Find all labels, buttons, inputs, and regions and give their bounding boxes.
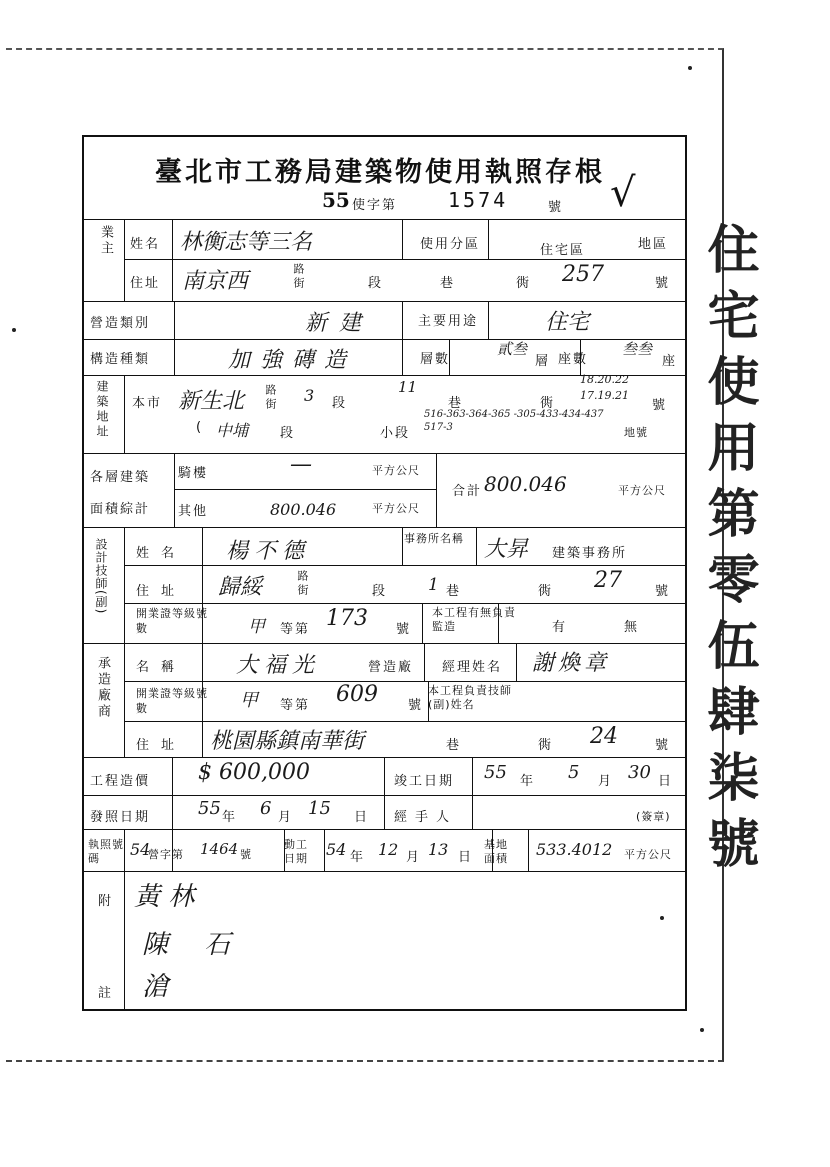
site-number-value: 18.20.22 17.19.21 <box>580 373 629 402</box>
issue-day: 15 <box>308 798 331 819</box>
site-road-value: 新生北 <box>178 389 245 414</box>
floors-value: 貳叁 <box>497 340 528 358</box>
contractor-license-grade: 甲 <box>240 690 258 711</box>
notes-line-2: 陳 石 <box>142 930 245 960</box>
site-xiang-label: 巷 <box>448 396 464 411</box>
owner-name-label: 姓名 <box>130 237 161 252</box>
permit-year: 55 <box>322 188 350 212</box>
office-label: 事務所名稱 <box>404 532 464 545</box>
contractor-license-suffix: 號 <box>408 698 424 713</box>
architect-license-suffix: 號 <box>396 622 412 637</box>
other-label: 其他 <box>178 504 209 519</box>
notes-label-2: 註 <box>98 986 114 1001</box>
buildings-suffix: 座 <box>662 354 678 369</box>
contractor-number-value: 24 <box>590 724 618 749</box>
site-area-unit: 平方公尺 <box>624 848 672 861</box>
arcade-label: 騎樓 <box>178 466 209 481</box>
engineer-label: 本工程負責技師(副)姓名 <box>428 684 512 711</box>
contractor-xiang-label: 巷 <box>446 738 462 753</box>
area-section-label-2: 面積綜計 <box>90 502 151 517</box>
contractor-name-label: 名稱 <box>136 660 187 675</box>
contractor-section-label: 承造廠商 <box>95 656 110 720</box>
arcade-value: — <box>290 452 312 477</box>
floors-suffix: 層 <box>535 354 551 369</box>
owner-section-label: 業主 <box>98 225 113 257</box>
handler-label: 經手人 <box>394 810 458 825</box>
completion-day: 30 <box>628 762 651 783</box>
issue-month: 6 <box>260 798 272 819</box>
site-lot-label: 地號 <box>624 426 648 439</box>
other-value: 800.046 <box>270 500 337 519</box>
completion-month-label: 月 <box>598 774 614 789</box>
manager-value: 謝煥章 <box>532 651 611 676</box>
site-duan-label: 段 <box>332 396 348 411</box>
site-area-value: 533.4012 <box>536 840 613 859</box>
architect-name-label: 姓名 <box>136 546 187 561</box>
notes-line-3: 滄 <box>142 972 169 1002</box>
issue-label: 發照日期 <box>90 810 151 825</box>
contractor-name-value: 大福光 <box>236 653 321 678</box>
start-year: 54 <box>326 840 347 859</box>
supervisor-label: 本工程有無負責監造 <box>432 606 516 633</box>
contractor-hao-label: 號 <box>655 738 671 753</box>
issue-year-label: 年 <box>222 810 238 825</box>
owner-xiang-label: 巷 <box>440 276 456 291</box>
main-use-label: 主要用途 <box>418 314 479 329</box>
site-lots-value: 516-363-364-365 -305-433-434-437 517-3 <box>424 409 604 433</box>
site-district-duan: 段 <box>280 426 296 441</box>
site-district-paren: ( <box>196 420 204 435</box>
completion-day-label: 日 <box>658 774 674 789</box>
prior-permit-suffix: 號 <box>240 848 252 861</box>
floors-label: 層數 <box>420 352 451 367</box>
supervisor-have: 有 <box>552 620 568 635</box>
site-district-value: 中埔 <box>216 421 249 440</box>
contractor-jie-label: 衖 <box>538 738 554 753</box>
prior-permit-year: 54 <box>130 840 151 859</box>
site-xiang-value: 11 <box>398 378 418 396</box>
owner-address-label: 住址 <box>130 276 161 291</box>
manager-label: 經理姓名 <box>442 660 503 675</box>
start-month: 12 <box>378 840 399 859</box>
architect-number-value: 27 <box>594 568 622 593</box>
architect-hao-label: 號 <box>655 584 671 599</box>
start-label: 動工日期 <box>284 838 308 865</box>
issue-month-label: 月 <box>278 810 294 825</box>
permit-number: 1574 <box>448 188 509 212</box>
architect-license-grade: 甲 <box>248 617 265 637</box>
zone-suffix: 地區 <box>638 237 669 252</box>
cost-value: $ 600,000 <box>198 760 310 785</box>
prior-permit-number: 1464 <box>200 840 239 858</box>
buildings-value: 叁叁 <box>622 340 653 358</box>
check-mark-icon: √ <box>610 170 636 216</box>
total-value: 800.046 <box>484 472 567 496</box>
site-duan-value: 3 <box>304 386 315 405</box>
office-value: 大昇 <box>484 537 529 562</box>
architect-jie-label: 衖 <box>538 584 554 599</box>
other-unit: 平方公尺 <box>372 502 420 515</box>
issue-year: 55 <box>198 798 221 819</box>
contractor-license-label: 開業證等級號數 <box>136 687 208 715</box>
site-subsection-label: 小段 <box>380 426 411 441</box>
completion-label: 竣工日期 <box>394 774 455 789</box>
seal-label: (簽章) <box>636 810 671 823</box>
prior-permit-type: 營字第 <box>148 848 184 861</box>
architect-address-label: 住址 <box>136 584 187 599</box>
owner-road-label: 路街 <box>292 263 305 291</box>
document-title: 臺北市工務局建築物使用執照存根 <box>155 157 605 188</box>
site-section-label: 建築地址 <box>95 380 109 440</box>
scan-speck <box>688 66 692 70</box>
permit-number-label: 執照號碼 <box>88 838 124 865</box>
main-use-value: 住宅 <box>545 310 590 335</box>
contractor-address-value: 桃園縣鎮南華街 <box>210 729 365 754</box>
contractor-license-mid: 等第 <box>280 698 311 713</box>
office-suffix: 建築事務所 <box>552 546 628 561</box>
side-stamp-text: 住宅使用第零伍肆柒號 <box>698 222 759 882</box>
structure-value: 加強磚造 <box>228 348 357 373</box>
owner-jie-label: 衖 <box>516 276 532 291</box>
construction-type-value: 新建 <box>305 311 374 336</box>
zone-value: 住宅區 <box>540 243 586 258</box>
architect-license-mid: 等第 <box>280 622 311 637</box>
architect-name-value: 楊不德 <box>226 539 311 564</box>
owner-number-value: 257 <box>562 262 604 287</box>
cost-label: 工程造價 <box>90 774 151 789</box>
construction-type-label: 營造類別 <box>90 316 151 331</box>
architect-license-number: 173 <box>326 606 368 631</box>
area-section-label-1: 各層建築 <box>90 470 151 485</box>
architect-xiang-label: 巷 <box>446 584 462 599</box>
start-year-label: 年 <box>350 850 366 865</box>
scan-speck <box>12 328 16 332</box>
site-area-label: 基地面積 <box>484 838 508 865</box>
owner-address-value: 南京西 <box>182 269 249 294</box>
scan-speck <box>700 1028 704 1032</box>
arcade-unit: 平方公尺 <box>372 464 420 477</box>
completion-month: 5 <box>568 762 580 783</box>
issue-day-label: 日 <box>354 810 370 825</box>
total-unit: 平方公尺 <box>618 484 666 497</box>
total-label: 合計 <box>452 484 483 499</box>
architect-duan-label: 段 <box>372 584 388 599</box>
notes-line-1: 黃 林 <box>134 882 195 912</box>
contractor-license-number: 609 <box>336 682 378 707</box>
start-day: 13 <box>428 840 449 859</box>
zone-label: 使用分區 <box>420 237 481 252</box>
architect-road-label: 路街 <box>296 570 309 598</box>
completion-year: 55 <box>484 762 507 783</box>
supervisor-none: 無 <box>624 620 640 635</box>
architect-section-label: 設計技師(副) <box>94 538 108 615</box>
scan-speck <box>660 916 664 920</box>
architect-xiang-value: 1 <box>428 575 439 595</box>
buildings-label: 座數 <box>558 352 589 367</box>
architect-address-value: 歸綏 <box>218 575 263 600</box>
contractor-address-label: 住址 <box>136 738 187 753</box>
permit-type: 使字第 <box>352 198 398 213</box>
owner-hao-label: 號 <box>655 276 671 291</box>
site-hao-label: 號 <box>652 398 668 413</box>
start-month-label: 月 <box>406 850 422 865</box>
contractor-name-suffix: 營造廠 <box>368 660 414 675</box>
owner-duan-label: 段 <box>368 276 384 291</box>
completion-year-label: 年 <box>520 774 536 789</box>
architect-license-label: 開業證等級號數 <box>136 607 208 635</box>
structure-label: 構造種類 <box>90 352 151 367</box>
owner-name-value: 林衡志等三名 <box>180 230 313 255</box>
site-city-label: 本市 <box>132 396 163 411</box>
permit-number-suffix: 號 <box>548 200 564 215</box>
site-jie-label: 衖 <box>540 396 556 411</box>
site-road-label: 路街 <box>264 384 277 412</box>
start-day-label: 日 <box>458 850 474 865</box>
notes-label-1: 附 <box>98 894 114 909</box>
